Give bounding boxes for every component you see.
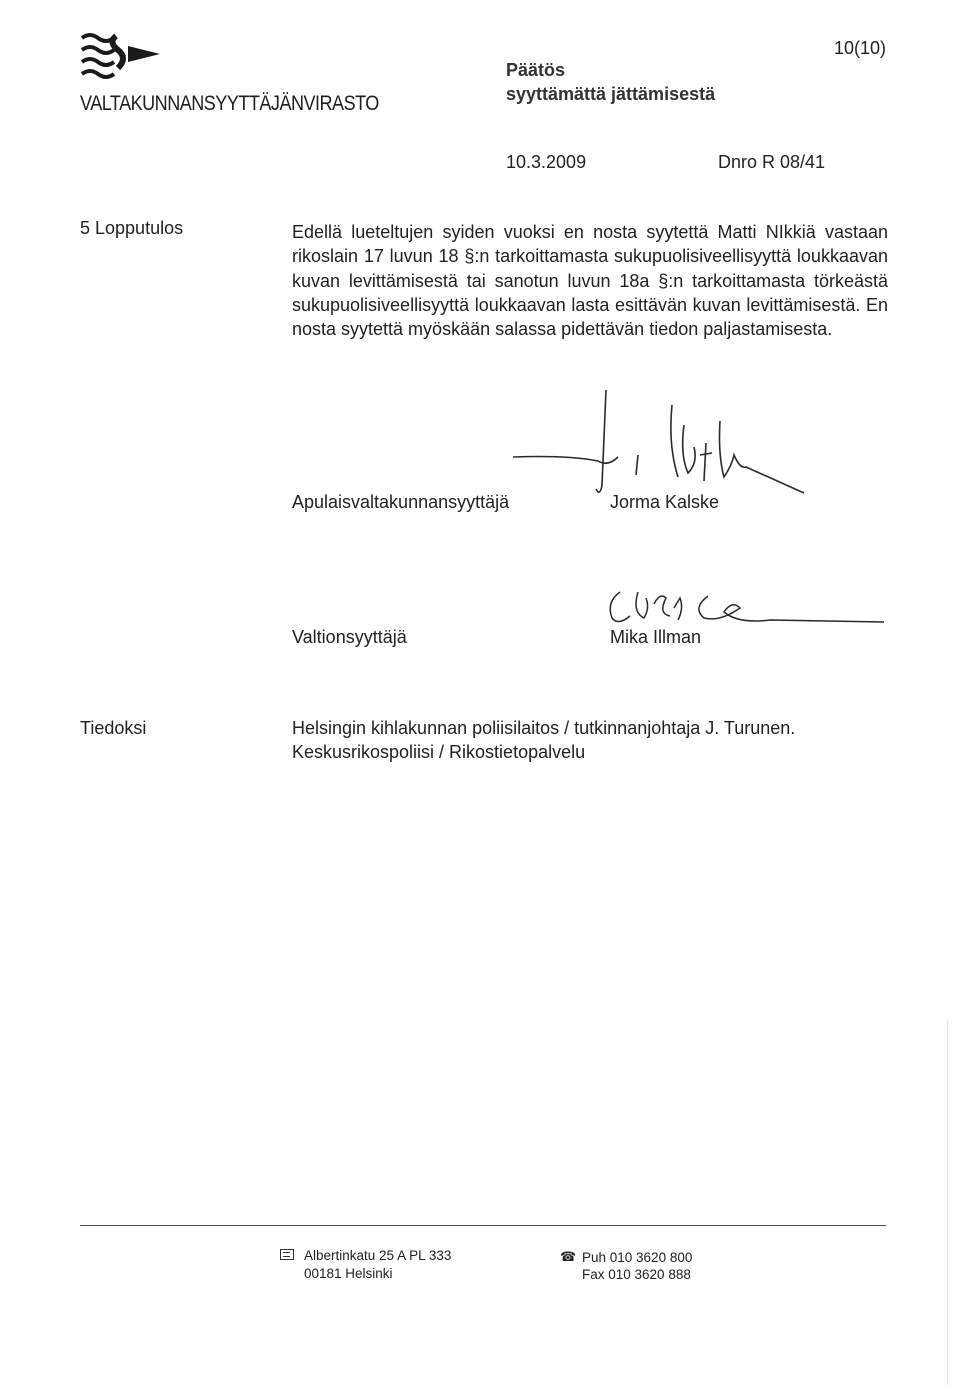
footer-address-line-1: Albertinkatu 25 A PL 333	[304, 1248, 452, 1263]
document-subtitle: syyttämättä jättämisestä	[506, 84, 716, 104]
tiedoksi-label: Tiedoksi	[80, 718, 147, 738]
section-body-text: Edellä lueteltujen syiden vuoksi en nosta syytettä Matti NIkkiä vastaan rikoslain 17 luvun 18 §:n tarkoittamasta sukupuolisiveellisyyttä loukkaavan kuvan levittämisestä tai sanotun luvun 18a §:n tarkoittamasta törkeästä sukupuolisiveellisyyttä loukkaavan lasta esittävän kuvan levittämisestä. En nosta syytettä myöskään salassa pidettävän tiedon paljastamisesta.	[292, 222, 888, 340]
footer-divider	[80, 1225, 886, 1226]
tiedoksi-line-2: Keskusrikospoliisi / Rikostietopalvelu	[292, 742, 586, 762]
document-number: Dnro R 08/41	[718, 152, 826, 172]
signature-role-2: Valtionsyyttäjä	[292, 627, 407, 647]
signature-name-2: Mika Illman	[610, 627, 702, 647]
page-number: 10(10)	[834, 38, 887, 58]
section-label: 5 Lopputulos	[80, 218, 184, 238]
scan-edge	[947, 1020, 948, 1385]
agency-name: VALTAKUNNANSYYTTÄJÄNVIRASTO	[80, 92, 379, 115]
tiedoksi-line-1: Helsingin kihlakunnan poliisilaitos / tutkinnanjohtaja J. Turunen.	[292, 718, 796, 738]
signature-role-1: Apulaisvaltakunnansyyttäjä	[292, 492, 510, 512]
footer-phone: Puh 010 3620 800	[582, 1250, 693, 1265]
footer-fax: Fax 010 3620 888	[582, 1267, 691, 1282]
agency-logo-icon	[78, 28, 168, 88]
signature-name-1: Jorma Kalske	[610, 492, 720, 512]
footer-address-line-2: 00181 Helsinki	[304, 1266, 393, 1281]
document-date: 10.3.2009	[506, 152, 587, 172]
mail-icon	[280, 1249, 294, 1260]
document-type: Päätös	[506, 60, 566, 80]
phone-icon: ☎	[560, 1249, 577, 1264]
